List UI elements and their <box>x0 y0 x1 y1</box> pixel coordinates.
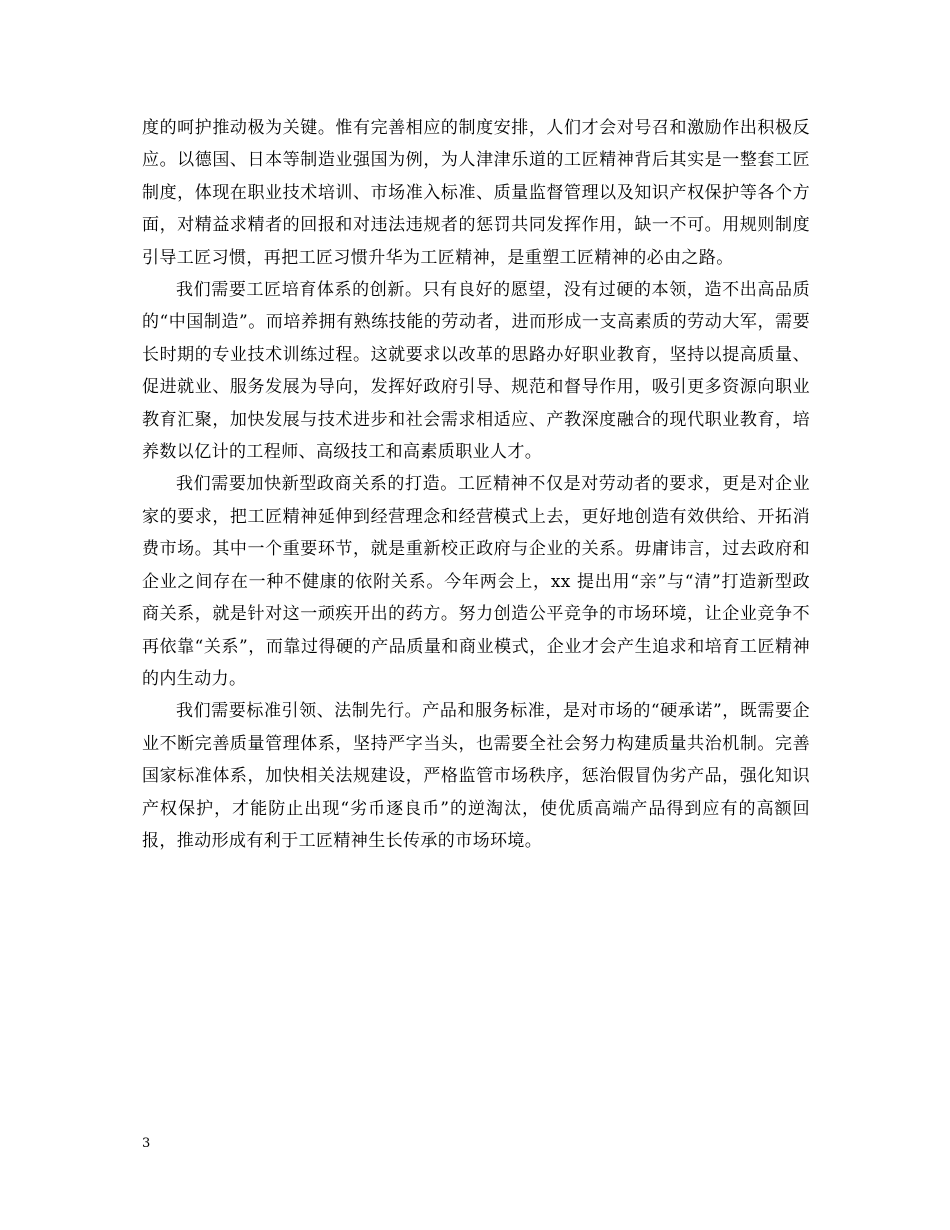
paragraph-continuation: 度的呵护推动极为关键。惟有完善相应的制度安排，人们才会对号召和激励作出积极反应。以德国、日本等制造业强国为例，为人津津乐道的工匠精神背后其实是一整套工匠制度，体现在职业技术培训、市场准入标准、质量监督管理以及知识产权保护等各个方面，对精益求精者的回报和对违法违规者的惩罚共同发挥作用，缺一不可。用规则制度引导工匠习惯，再把工匠习惯升华为工匠精神，是重塑工匠精神的必由之路。 <box>142 118 810 268</box>
body-text <box>142 112 810 857</box>
paragraph-craftsman-training: 我们需要工匠培育体系的创新。只有良好的愿望，没有过硬的本领，造不出高品质的“中国制造”。而培养拥有熟练技能的劳动者，进而形成一支高素质的劳动大军，需要长时期的专业技术训练过程。这就要求以改革的思路办好职业教育，坚持以提高质量、促进就业、服务发展为导向，发挥好政府引导、规范和督导作用，吸引更多资源向职业教育汇聚，加快发展与技术进步和社会需求相适应、产教深度融合的现代职业教育，培养数以亿计的工程师、高级技工和高素质职业人才。 <box>142 280 810 463</box>
paragraph-government-business-relations: 我们需要加快新型政商关系的打造。工匠精神不仅是对劳动者的要求，更是对企业家的要求，把工匠精神延伸到经营理念和经营模式上去，更好地创造有效供给、开拓消费市场。其中一个重要环节，就是重新校正政府与企业的关系。毋庸讳言，过去政府和企业之间存在一种不健康的依附关系。今年两会上，xx 提出用“亲”与“清”打造新型政商关系，就是针对这一顽疾开出的药方。努力创造公平竞争的市场环境，让企业竞争不再依靠“关系”，而靠过得硬的产品质量和商业模式，企业才会产生追求和培育工匠精神的内生动力。 <box>142 474 810 689</box>
page-number: 3 <box>142 1136 151 1151</box>
paragraph-standards-and-law: 我们需要标准引领、法制先行。产品和服务标准，是对市场的“硬承诺”，既需要企业不断完善质量管理体系，坚持严字当头，也需要全社会努力构建质量共治机制。完善国家标准体系，加快相关法规建设，严格监管市场秩序，惩治假冒伪劣产品，强化知识产权保护，才能防止出现“劣币逐良币”的逆淘汰，使优质高端产品得到应有的高额回报，推动形成有利于工匠精神生长传承的市场环境。 <box>142 701 810 851</box>
